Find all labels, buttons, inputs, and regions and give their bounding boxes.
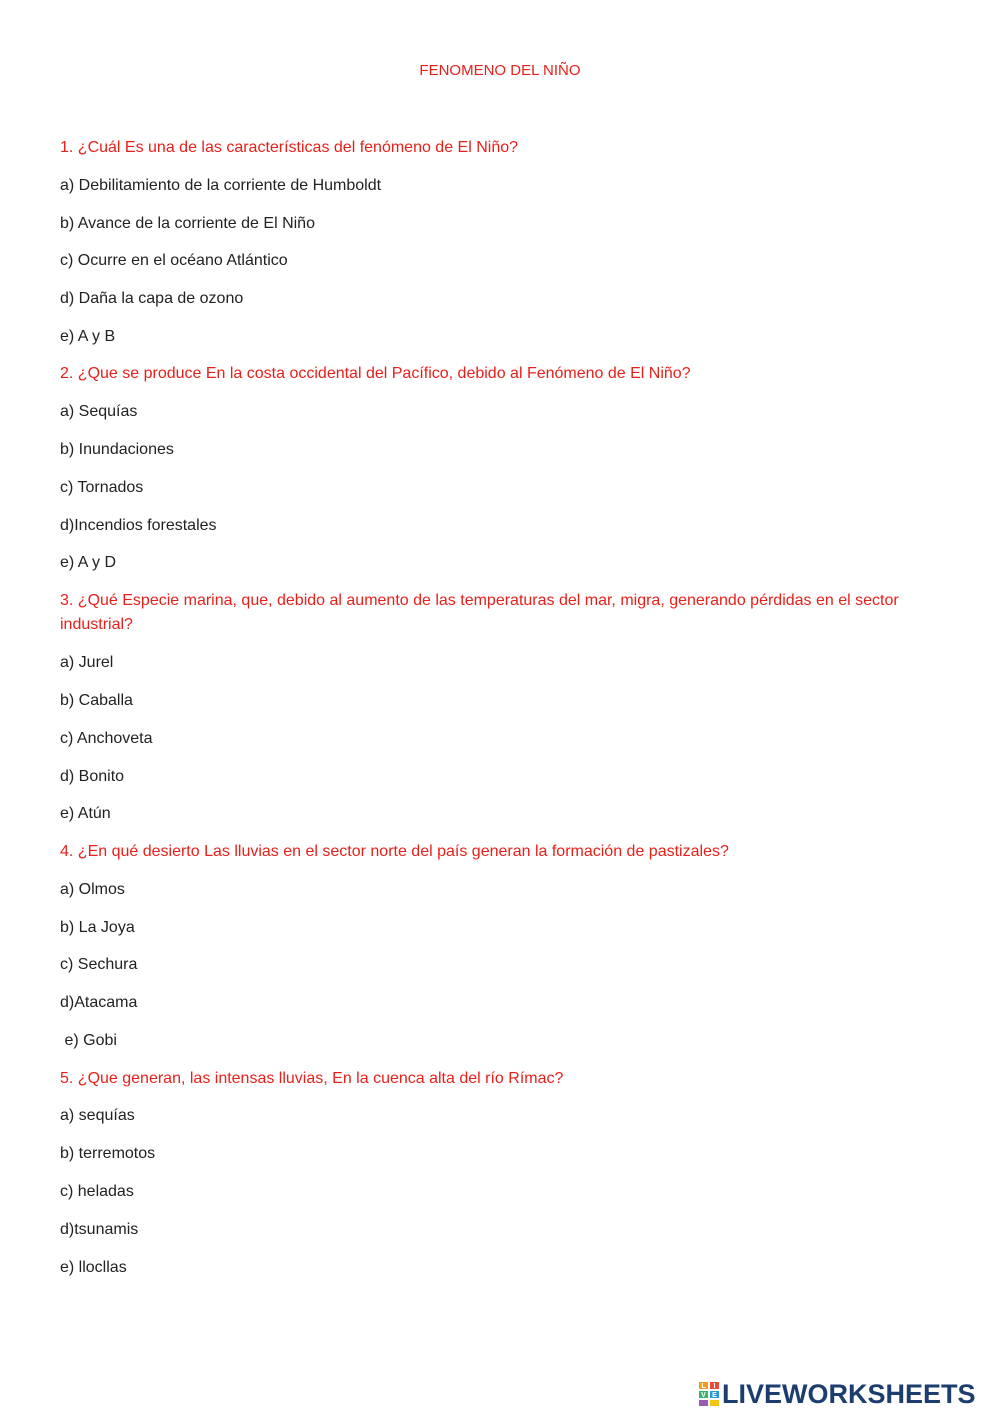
- q4-option-e[interactable]: e) Gobi: [60, 1032, 117, 1049]
- q1-option-d[interactable]: d) Daña la capa de ozono: [60, 290, 244, 307]
- brand-name: LIVEWORKSHEETS: [722, 1378, 976, 1409]
- q3-option-e[interactable]: e) Atún: [60, 805, 111, 822]
- worksheet-title: FENOMENO DEL NIÑO: [419, 62, 581, 79]
- q2-option-a[interactable]: a) Sequías: [60, 403, 138, 420]
- q2-option-c[interactable]: c) Tornados: [60, 479, 144, 496]
- question-5: 5. ¿Que generan, las intensas lluvias, En la cuenca alta del río Rímac?: [60, 1070, 564, 1087]
- q5-option-b[interactable]: b) terremotos: [60, 1145, 156, 1162]
- logo-tile: E: [709, 1390, 720, 1399]
- q3-option-c[interactable]: c) Anchoveta: [60, 730, 153, 747]
- q3-option-b[interactable]: b) Caballa: [60, 692, 133, 709]
- logo-tile: I: [709, 1381, 720, 1390]
- q1-option-b[interactable]: b) Avance de la corriente de El Niño: [60, 215, 315, 232]
- q3-option-d[interactable]: d) Bonito: [60, 768, 125, 785]
- q4-option-c[interactable]: c) Sechura: [60, 956, 138, 973]
- q2-option-e[interactable]: e) A y D: [60, 554, 117, 571]
- question-1: 1. ¿Cuál Es una de las características del fenómeno de El Niño?: [60, 139, 519, 156]
- q5-option-c[interactable]: c) heladas: [60, 1183, 134, 1200]
- question-4: 4. ¿En qué desierto Las lluvias en el sector norte del país generan la formación de pastizales?: [60, 843, 729, 860]
- logo-tile: V: [698, 1390, 709, 1399]
- q5-option-e[interactable]: e) llocllas: [60, 1259, 127, 1276]
- q4-option-d[interactable]: d)Atacama: [60, 994, 138, 1011]
- q5-option-a[interactable]: a) sequías: [60, 1107, 135, 1124]
- q3-option-a[interactable]: a) Jurel: [60, 654, 114, 671]
- liveworksheets-tiles-icon: [698, 1381, 720, 1407]
- logo-tile: L: [698, 1381, 709, 1390]
- q5-option-d[interactable]: d)tsunamis: [60, 1221, 139, 1238]
- logo-tile: [709, 1399, 720, 1407]
- q4-option-a[interactable]: a) Olmos: [60, 881, 125, 898]
- q1-option-a[interactable]: a) Debilitamiento de la corriente de Humboldt: [60, 177, 382, 194]
- question-3: 3. ¿Qué Especie marina, que, debido al aumento de las temperaturas del mar, migra, generando pérdidas en el sector industrial?: [60, 592, 899, 633]
- logo-tile: [698, 1399, 709, 1407]
- liveworksheets-logo: [698, 1378, 976, 1410]
- q1-option-e[interactable]: e) A y B: [60, 328, 116, 345]
- q4-option-b[interactable]: b) La Joya: [60, 919, 135, 936]
- q2-option-b[interactable]: b) Inundaciones: [60, 441, 174, 458]
- q2-option-d[interactable]: d)Incendios forestales: [60, 517, 217, 534]
- question-2: 2. ¿Que se produce En la costa occidental del Pacífico, debido al Fenómeno de El Niño?: [60, 365, 691, 382]
- q1-option-c[interactable]: c) Ocurre en el océano Atlántico: [60, 252, 288, 269]
